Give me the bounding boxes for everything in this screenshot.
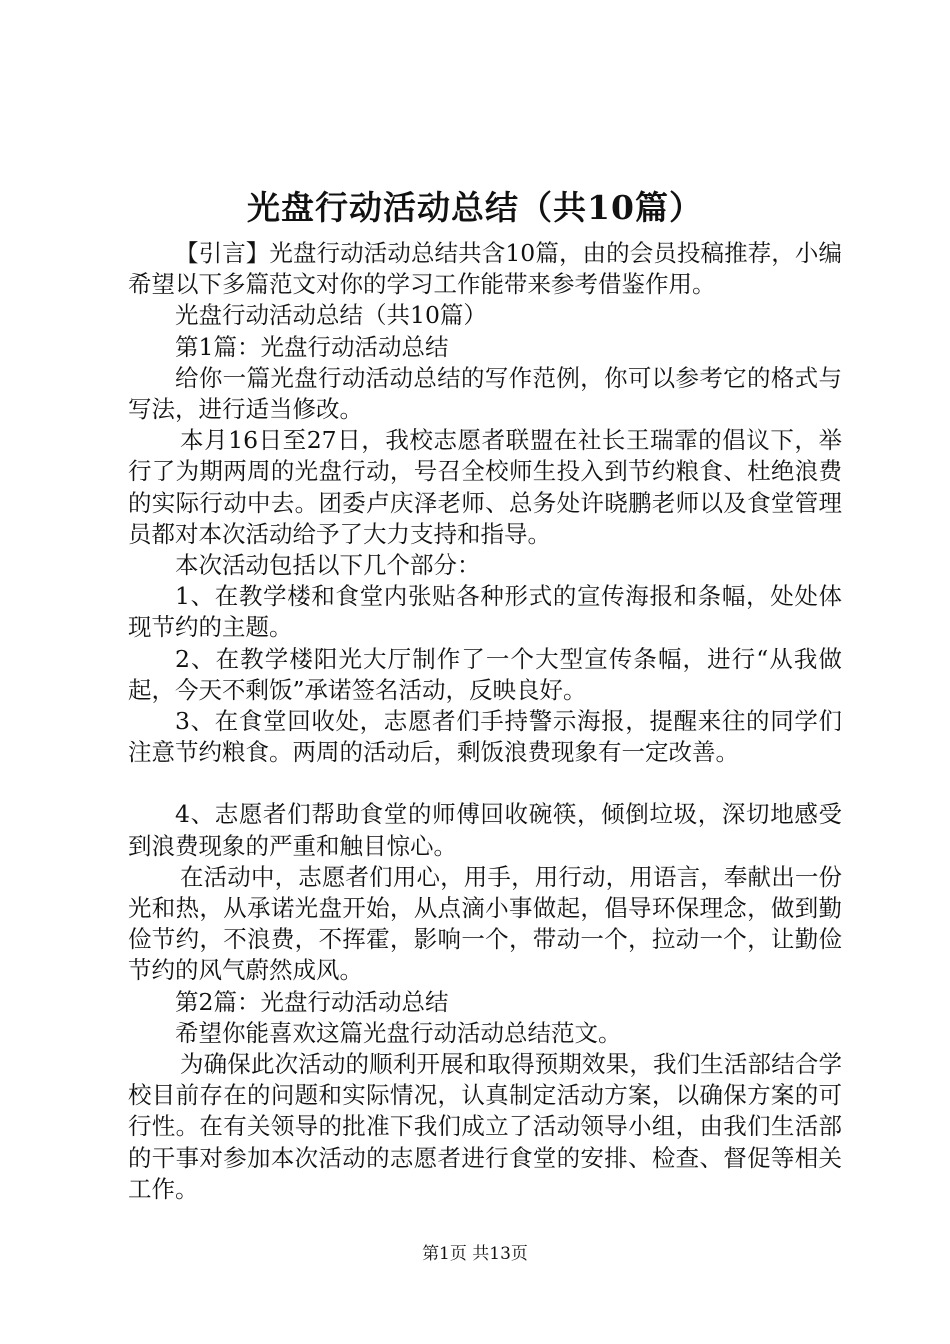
section-heading-2: 第2篇：光盘行动活动总结 xyxy=(175,987,449,1016)
list-item: 2、在教学楼阳光大厅制作了一个大型宣传条幅，进行“从我做起，今天不剩饭”承诺签名活动，反映良好。 xyxy=(128,644,842,704)
body-paragraph: 本次活动包括以下几个部分： xyxy=(175,551,481,580)
list-item: 1、在教学楼和食堂内张贴各种形式的宣传海报和条幅，处处体现节约的主题。 xyxy=(128,582,842,642)
list-item: 3、在食堂回收处，志愿者们手持警示海报，提醒来往的同学们注意节约粮食。两周的活动后，剩饭浪费现象有一定改善。 xyxy=(128,707,842,767)
body-paragraph: 给你一篇光盘行动活动总结的写作范例，你可以参考它的格式与写法，进行适当修改。 xyxy=(128,363,842,424)
page-number-footer: 第1页 共13页 xyxy=(422,1244,528,1264)
document-body xyxy=(128,238,842,1205)
collection-heading: 光盘行动活动总结（共10篇） xyxy=(175,301,487,330)
intro-paragraph: 【引言】光盘行动活动总结共含10篇，由的会员投稿推荐，小编希望以下多篇范文对你的学习工作能带来参考借鉴作用。 xyxy=(128,239,842,299)
body-paragraph: 为确保此次活动的顺利开展和取得预期效果，我们生活部结合学校目前存在的问题和实际情况，认真制定活动方案，以确保方案的可行性。在有关领导的批准下我们成立了活动领导小组，由我们生活部的干事对参加本次活动的志愿者进行食堂的安排、检查、督促等相关工作。 xyxy=(128,1050,842,1203)
list-item: 4、志愿者们帮助食堂的师傅回收碗筷，倾倒垃圾，深切地感受到浪费现象的严重和触目惊心。 xyxy=(128,800,842,860)
body-paragraph: 希望你能喜欢这篇光盘行动活动总结范文。 xyxy=(175,1018,622,1047)
section-heading-1: 第1篇：光盘行动活动总结 xyxy=(175,332,449,361)
body-paragraph: 在活动中，志愿者们用心，用手，用行动，用语言，奉献出一份光和热，从承诺光盘开始，从点滴小事做起，倡导环保理念，做到勤俭节约，不浪费，不挥霍，影响一个，带动一个，拉动一个，让勤俭节约的风气蔚然成风。 xyxy=(128,862,842,985)
body-paragraph: 本月16日至27日，我校志愿者联盟在社长王瑞霏的倡议下，举行了为期两周的光盘行动，号召全校师生投入到节约粮食、杜绝浪费的实际行动中去。团委卢庆泽老师、总务处许晓鹏老师以及食堂管理员都对本次活动给予了大力支持和指导。 xyxy=(128,426,842,548)
document-title: 光盘行动活动总结（共10篇） xyxy=(247,188,703,227)
